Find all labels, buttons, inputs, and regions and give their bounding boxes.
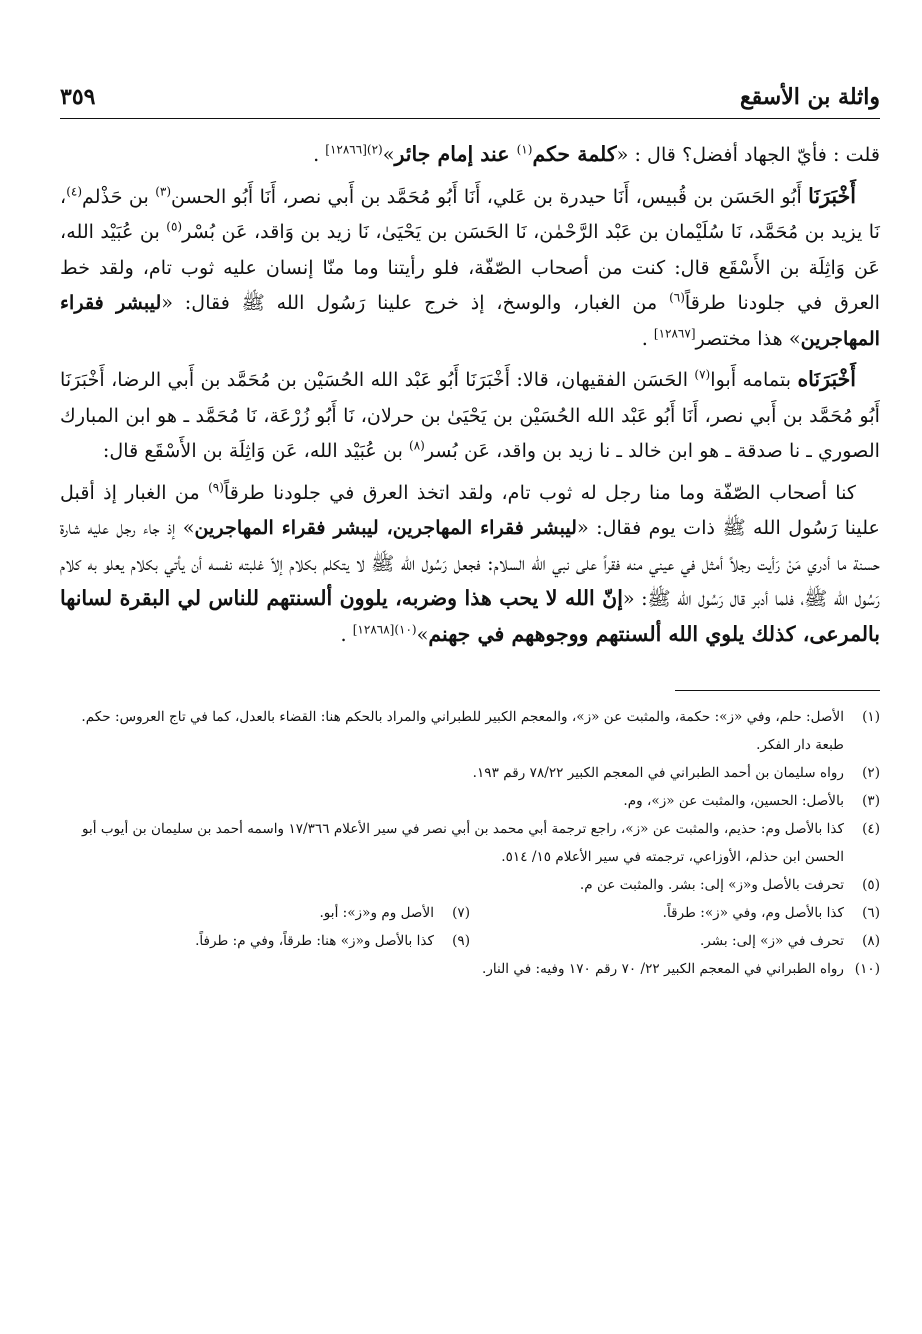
main-text <box>60 137 880 652</box>
hadith-number: [١٢٨٦٧] <box>653 326 696 341</box>
footnote-ref-1[interactable]: (١) <box>516 142 533 157</box>
footnote-6: (٦) كذا بالأصل وم، وفي «ز»: طرقاً. <box>662 905 880 921</box>
paragraph-4: كنا أصحاب الصّفّة وما منا رجل له ثوب تام، ولقد اتخذ العرق في جلودنا طرقاً$^{(٩)}$ من الغبار إذ أقبل علينا رَسُول الله ﷺ ذات يوم فقال: «ليبشر فقراء المهاجرين، ليبشر فقراء المهاجرين» إذ جاء رجل عليه شارة حسنة ما أدري مَنْ رَأيت رجلاً أمثل في عيني منه فقراً على نبي الله السلام: فجعل رَسُول الله ﷺ لا يتكلم بكلام إلاّ غلبته نفسه أن يأتي بكلام يعلو به كلام رَسُول الله ﷺ، فلما أدبر قال رَسُول الله ﷺ: «إنّ الله لا يحب هذا وضربه، يلوون ألسنتهم للناس لي البقرة لسانها بالمرعى، كذلك يلوي الله ألسنتهم ووجوههم في جهنم»$^{(١٠)[١٢٨٦٨]}$ . <box>60 480 880 646</box>
footnote-ref-3[interactable]: (٣) <box>155 184 172 199</box>
footnote-ref-7[interactable]: (٧) <box>694 367 711 382</box>
paragraph-2: أَخْبَرَنَا أَبُو الحَسَن بن قُبيس، أَنَا حيدرة بن عَلي، أَنَا أَبُو مُحَمَّد بن أَبي نصر، أَنَا أَبُو الحسن$^{(٣)}$ بن حَذْلم$^{(٤)}$، نَا يزيد بن مُحَمَّد، نَا سُلَيْمان بن عَبْد الرَّحْمٰن، نَا الحَسَن بن يَحْيَىٰ، نَا زيد بن وَاقد، عَن بُسْر$^{(٥)}$ بن عُبَيْد الله، عَن وَاثِلَة بن الأَسْقَع قال: كنت من أصحاب الصّفّة، فلو رأيتنا وما منّا إنسان عليه ثوب تام، ولقد خط العرق في جلودنا طرقاً$^{(٦)}$ من الغبار، والوسخ، إذ خرج علينا رَسُول الله ﷺ فقال: «ليبشر فقراء المهاجرين» هذا مختصر[١٢٨٦٧] . <box>60 183 880 350</box>
footnote-7: (٧) الأصل وم و«ز»: أبو. <box>319 905 470 921</box>
footnote-2: (٢) رواه سليمان بن أحمد الطبراني في المعجم الكبير ٧٨/٢٢ رقم ١٩٣. <box>472 765 880 781</box>
footnote-10: (١٠) رواه الطبراني في المعجم الكبير ٢٢/ ٧٠ رقم ١٧٠ وفيه: في النار. <box>482 961 880 977</box>
paragraph-1: قلت : فأيّ الجهاد أفضل؟ قال : «كلمة حكم$^{(١)}$ عند إمام جائر»$^{(٢)[١٢٨٦٦]}$ . <box>313 142 880 166</box>
footnote-ref-4[interactable]: (٤) <box>66 184 83 199</box>
footnote-divider <box>675 690 880 691</box>
footnote-8: (٨) تحرف في «ز» إلى: بشر. <box>699 933 880 949</box>
header-title: واثلة بن الأسقع <box>739 84 880 110</box>
bold-quote: إنّ الله لا يحب هذا وضربه، يلوون ألسنتهم للناس لي البقرة لسانها بالمرعى، كذلك يلوي الله ألسنتهم ووجوههم في جهنم <box>60 586 880 646</box>
footnote-row <box>60 899 880 927</box>
bold-quote: كلمة حكم <box>532 142 617 166</box>
bold-quote: ليبشر فقراء المهاجرين، ليبشر فقراء المهاجرين <box>194 516 578 539</box>
footnote-row <box>60 927 880 955</box>
footnotes <box>60 703 880 983</box>
footnote-4: (٤) كذا بالأصل وم: حذيم، والمثبت عن «ز»، راجع ترجمة أبي محمد بن أبي نصر في سير الأعلام ١٧/٣٦٦ واسمه أحمد بن سليمان بن أيوب أبو الحسن ابن حذلم، الأوزاعي، ترجمته في سير الأعلام ١٥/ ٥١٤. <box>81 821 880 865</box>
running-header <box>60 78 880 119</box>
footnote-ref-5[interactable]: (٥) <box>166 219 183 234</box>
footnote-ref-8[interactable]: (٨) <box>409 438 425 453</box>
footnote-ref-2[interactable]: (٢)[١٢٨٦٦] <box>325 142 383 157</box>
footnote-ref-10[interactable]: (١٠)[١٢٨٦٨] <box>352 622 417 637</box>
footnote-9: (٩) كذا بالأصل و«ز» هنا: طرقاً، وفي م: طرفاً. <box>195 933 470 949</box>
footnote-ref-9[interactable]: (٩) <box>208 480 224 495</box>
akhbarana-keyword: أَخْبَرَنَا <box>808 183 856 208</box>
footnote-ref-6[interactable]: (٦) <box>669 290 685 305</box>
page-number: ٣٥٩ <box>60 84 96 110</box>
footnote-3: (٣) بالأصل: الحسين، والمثبت عن «ز»، وم. <box>623 793 880 809</box>
bold-quote: ليبشر فقراء المهاجرين <box>60 291 880 350</box>
footnote-5: (٥) تحرفت بالأصل و«ز» إلى: بشر. والمثبت عن م. <box>579 877 880 893</box>
akhbarana-keyword: أَخْبَرَنَاه <box>797 367 856 391</box>
book-page <box>60 78 880 1308</box>
paragraph-3: أَخْبَرَنَاه بتمامه أَبوا$^{(٧)}$ الحَسَن الفقيهان، قالا: أَخْبَرَنَا أَبُو عَبْد الله الحُسَيْن بن مُحَمَّد بن أَبي الرضا، أَخْبَرَنَا أَبُو مُحَمَّد بن أَبي نصر، أَنَا أَبُو عَبْد الله الحُسَيْن بن يَحْيَىٰ بن حرلان، نَا أَبُو زُرْعَة، نَا مُحَمَّد ـ هو ابن المبارك الصوري ـ نا صدقة ـ هو ابن خالد ـ نا زيد بن واقد، عَن بُسر$^{(٨)}$ بن عُبَيْد الله، عَن وَاثِلَة بن الأَسْقَع قال: <box>60 367 880 462</box>
footnote-1: (١) الأصل: حلم، وفي «ز»: حكمة، والمثبت عن «ز»، والمعجم الكبير للطبراني والمراد بالحكم هنا: القضاء بالعدل، كما في تاج العروس: حكم. طبعة دار الفكر. <box>81 709 880 753</box>
